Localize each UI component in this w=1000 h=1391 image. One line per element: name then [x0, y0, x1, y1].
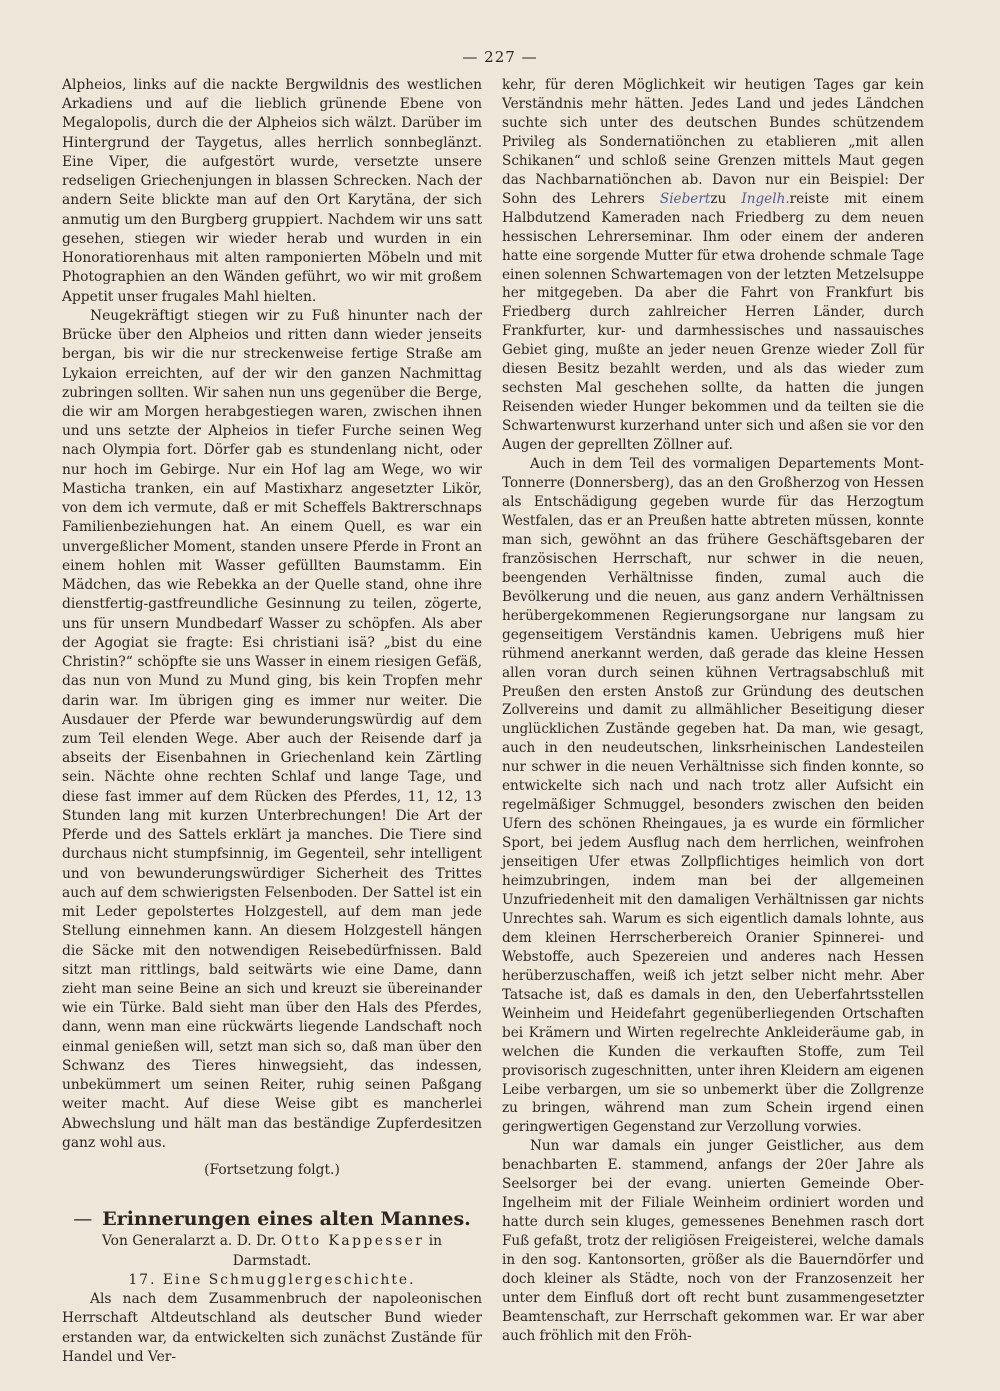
byline-suffix: in Darmstadt.: [232, 1233, 443, 1269]
text-run: zu: [710, 190, 727, 207]
heading-dash: —: [73, 1208, 93, 1231]
paragraph: Als nach dem Zusammenbruch der napoleonischen Herrschaft Altdeutschland als deutscher Bund wieder erstanden war, da entwickelten sich zunächst Zustände für Handel und Ver-: [62, 1291, 482, 1365]
paragraph: Nun war damals ein junger Geistlicher, aus dem benachbarten E. stammend, anfangs der 20er Jahre als Seelsorger bei der evang. unierten Gemeinde Ober-Ingelheim mit der Filiale Weinheim ordiniert worden und hatte durch sein kluges, gemessenes Benehmen rasch dort Fuß gefaßt, trotz der religiösen Freigeisterei, welche damals in den sog. Kantonsorten, größer als die Bauerndörfer und doch kleiner als Städte, noch von der Franzosenzeit her unter dem Einfluß dort oft recht bunt zusammengesetzter Beamtenschaft, zur Herrschaft gekommen war. Er war aber auch fröhlich mit den Fröh-: [502, 1138, 924, 1344]
paragraph: Neugekräftigt stiegen wir zu Fuß hinunter nach der Brücke über den Alpheios und ritten dann wieder jenseits bergan, bis wir die nur streckenweise fertige Straße am Lykaion erreichten, auf der wir den ganzen Nachmittag zubringen sollten. Wir sahen nun uns gegenüber die Berge, die wir am Morgen herabgestiegen waren, zwischen ihnen und uns setzte der Alpheios in tiefer Furche seinen Weg nach Olympia fort. Dörfer gab es stundenlang nicht, oder nur hoch im Gebirge. Nur ein Hof lag am Wege, wo wir Masticha tranken, ein auf Mastixharz angesetzter Likör, von dem ich vermute, daß er mit Scheffels Baktrerschnaps Familienbeziehungen hat. An einem Quell, es war ein unvergeßlicher Moment, standen unsere Pferde in Front an einem hohlen mit Wasser gefüllten Baumstamm. Ein Mädchen, das wie Rebekka an der Quelle stand, ohne ihre dienstfertig-gastfreundliche Gesinnung zu teilen, zögerte, uns für unsern Mundbedarf Wasser zu schöpfen. Als aber der Agogiat sie fragte: Esi christiani isä? „bist du eine Christin?“ schöpfte sie uns Wasser in einem riesigen Gefäß, das nun von Mund zu Mund ging, bis kein Tropfen mehr darin war. Im übrigen ging es immer nur weiter. Die Ausdauer der Pferde war bewunderungswürdig auf dem zum Teil elenden Wege. Aber auch der Reisende darf ja abseits der Eisenbahnen in Griechenland kein Zärtling sein. Nächte ohne rechten Schlaf und lange Tage, und diese fast immer auf dem Rücken des Pferdes, 11, 12, 13 Stunden lang mit kurzen Unterbrechungen! Die Art der Pferde und des Sattels erklärt ja manches. Die Tiere sind durchaus nicht stumpfsinnig, im Gegenteil, sehr intelligent und von bewunderungswürdiger Sicherheit des Trittes auch auf dem schwierigsten Felsenboden. Der Sattel ist ein mit Leder gepolstertes Holzgestell, auf dem man jede Stellung einnehmen kann. An diesem Holzgestell hängen die Säcke mit den notwendigen Reisebedürfnissen. Bald sitzt man rittlings, bald seitwärts wie eine Dame, dann zieht man seine Beine an sich und kreuzt sie übereinander wie ein Türke. Bald sieht man über den Hals des Pferdes, dann, wenn man eine rückwärts liegende Landschaft noch einmal genießen will, setzt man sich so, daß man über den Schwanz des Tieres hinwegsieht, das indessen, unbekümmert um seinen Reiter, ruhig seinen Paßgang weiter macht. Auf diese Weise gibt es mancherlei Abwechslung und hält man das beständige Zupferdesitzen ganz wohl aus.: [62, 307, 482, 1151]
paragraph: [502, 76, 924, 455]
text-run: reiste mit einem Halbdutzend Kameraden nach Friedberg zu dem neuen hessischen Lehrerseminar. Ihm oder einem der anderen hatte eine sorgende Mutter für etwa drohende schmale Tage einen solennen Schwartemagen von der letzten Metzelsuppe her mitgegeben. Da aber die Fahrt von Frankfurt bis Friedberg durch zahlreicher Herren Länder, durch Frankfurter, kur- und darmhessisches und nassauisches Gebiet ging, mußte an jeder neuen Grenze wieder Zoll für diesen Besitz bezahlt werden, und als das wieder zum sechsten Mal geschehen sollte, da hatten die jungen Reisenden wieder Hunger bekommen und da teilten sie die Schwartenwurst kurzerhand unter sich und aßen sie vor den Augen der geprellten Zöllner auf.: [502, 190, 924, 454]
handwritten-annotation: Ingelh.: [741, 190, 790, 207]
article-title: Erinnerungen eines alten Mannes.: [102, 1208, 471, 1231]
continuation-note: (Fortsetzung folgt.): [204, 1162, 340, 1179]
paragraph: Alpheios, links auf die nackte Bergwildnis des westlichen Arkadiens und auf die lieblich grünende Ebene von Megalopolis, durch die der Alpheios sich wälzt. Darüber im Hintergrund der Taygetus, alles herrlich sonnbeglänzt. Eine Viper, die aufgestört wurde, versetzte unsere redseligen Griechenjungen in blassen Schrecken. Nach der andern Seite blickte man auf den Ort Karytäna, der sich anmutig um den Burgberg gruppiert. Nachdem wir uns satt gesehen, stiegen wir wieder herab und wurden in ein Honoratiorenhaus mit alten ramponierten Möbeln und mit Photographien an den Wänden geführt, wo wir mit großem Appetit unser frugales Mahl hielten.: [62, 77, 482, 305]
page-number: — 227 —: [462, 48, 538, 66]
paragraph: Auch in dem Teil des vormaligen Departements Mont-Tonnerre (Donnersberg), das an den Großherzog von Hessen als Entschädigung gegeben wurde für das Herzogtum Westfalen, das er an Preußen hatte abtreten müssen, konnte man sich, gewöhnt an das frühere Geschäftsgebaren der französischen Herrschaft, nur schwer in die neuen, beengenden Verhältnisse finden, zumal auch die Bevölkerung und die neuen, aus ganz andern Verhältnissen herübergekommenen Regierungsorgane nur langsam zu gegenseitigem Verständnis kamen. Uebrigens muß hier rühmend anerkannt werden, daß gerade das kleine Hessen allen voran durch seinen kühnen Vertragsabschluß mit Preußen den ersten Anstoß zur Gründung des deutschen Zollvereins und damit zu allmählicher Beseitigung dieser unglücklichen Zustände gegeben hat. Da man, wie gesagt, auch in den neudeutschen, linksrheinischen Landesteilen nur schwer in die neuen Verhältnisse sich finden konnte, so entwickelte sich nach und nach trotz aller Aufsicht ein regelmäßiger Schmuggel, besonders zwischen den beiden Ufern des schönen Rheingaues, ja es wurde ein förmlicher Sport, bei jedem Ausflug nach dem herrlichen, weinfrohen jenseitigen Ufer etwas Zollpflichtiges heimlich von dort heimzubringen, indem man bei der allgemeinen Unzufriedenheit mit den damaligen Verhältnissen gar nichts Unrechtes sah. Warum es sich eigentlich damals lohnte, aus dem kleinen Herrscherbereich Oranier Spinnerei- und Webstoffe, auch Spezereien und anderes nach Hessen herüberzuschaffen, weiß ich jetzt selber nicht mehr. Aber Tatsache ist, daß es damals in den, den Ueberfahrtsstellen Weinheim und Heidefahrt gegenüberliegenden Ortschaften bei Krämern und Wirten regelrechte Ankleideräume gab, in welchen die Kunden die verkauften Stoffe, zum Teil provisorisch zugeschnitten, unter ihren Kleidern am eigenen Leibe verbargen, um sie so unbemerkt über die Zollgrenze zu bringen, während man zum Schein irgend einen geringwertigen Gegenstand zur Verzollung vorwies.: [502, 456, 924, 1136]
text-run: kehr, für deren Möglichkeit wir heutigen Tages gar kein Verständnis mehr hätten. Jedes Land und jedes Ländchen suchte sich unter des deutschen Bundes schützendem Privileg als Sondernatiönchen zu etablieren „mit allen Schikanen“ und schloß seine Grenzen mittels Maut gegen das Nachbarnatiönchen ab. Davon nur ein Beispiel: Der Sohn des Lehrers: [502, 77, 924, 207]
chapter-title: Eine Schmugglergeschichte.: [162, 1271, 416, 1288]
byline-prefix: Von Generalarzt a. D. Dr.: [101, 1233, 277, 1250]
handwritten-annotation: Siebert: [659, 190, 711, 207]
left-column: [62, 76, 482, 1367]
article-byline: [62, 1232, 482, 1270]
article-heading: [62, 1206, 482, 1232]
chapter-heading: [62, 1271, 482, 1290]
right-column: [502, 76, 924, 1346]
chapter-number: 17.: [128, 1271, 157, 1288]
author-name: Otto Kappesser: [280, 1233, 425, 1250]
